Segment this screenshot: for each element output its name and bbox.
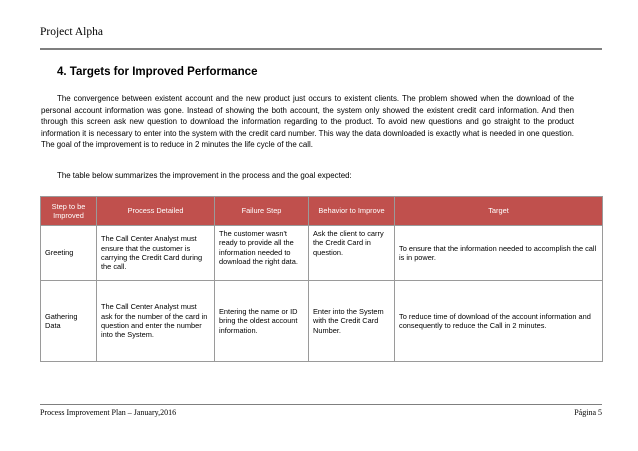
paragraph-table-intro: The table below summarizes the improvement in the process and the goal expected: — [57, 171, 352, 180]
footer-divider — [40, 404, 602, 405]
paragraph-intro: The convergence between existent account and the new product just occurs to existent clients. The problem showed when the download of the personal account information was gone. Instead of showing the both account, the system only showed the existent credit card information. And then through this screen ask new question to download the information regarding to the product. To avoid new questions and go straight to the product information it is necessary to enter into the system with the credit card number. This way the data downloaded is exactly what is needed in one question. The goal of the improvement is to reduce in 2 minutes the life cycle of the call. — [41, 94, 574, 150]
cell-target: To reduce time of download of the account information and consequently to reduce the Call in 2 minutes. — [395, 281, 603, 362]
table-row — [41, 226, 603, 281]
header-failure: Failure Step — [215, 197, 309, 226]
footer-page-number: Página 5 — [574, 408, 602, 417]
document-header-title: Project Alpha — [40, 26, 103, 38]
section-title: 4. Targets for Improved Performance — [57, 66, 258, 78]
cell-failure: The customer wasn't ready to provide all the information needed to download the right data. — [215, 226, 309, 281]
header-behavior: Behavior to Improve — [309, 197, 395, 226]
cell-process: The Call Center Analyst must ensure that the customer is carrying the Credit Card during the call. — [97, 226, 215, 281]
cell-process: The Call Center Analyst must ask for the number of the card in question and enter the number into the System. — [97, 281, 215, 362]
header-divider — [40, 48, 602, 50]
table-row — [41, 281, 603, 362]
cell-behavior: Enter into the System with the Credit Card Number. — [309, 281, 395, 362]
footer-document-title: Process Improvement Plan – January,2016 — [40, 408, 177, 417]
header-target: Target — [395, 197, 603, 226]
cell-target: To ensure that the information needed to accomplish the call is in power. — [395, 226, 603, 281]
cell-step: Greeting — [41, 226, 97, 281]
cell-behavior: Ask the client to carry the Credit Card in question. — [309, 226, 395, 281]
table-header-row — [41, 197, 603, 226]
improvement-table — [40, 196, 603, 362]
cell-failure: Entering the name or ID bring the oldest account information. — [215, 281, 309, 362]
header-process: Process Detailed — [97, 197, 215, 226]
header-step: Step to be Improved — [41, 197, 97, 226]
cell-step: Gathering Data — [41, 281, 97, 362]
